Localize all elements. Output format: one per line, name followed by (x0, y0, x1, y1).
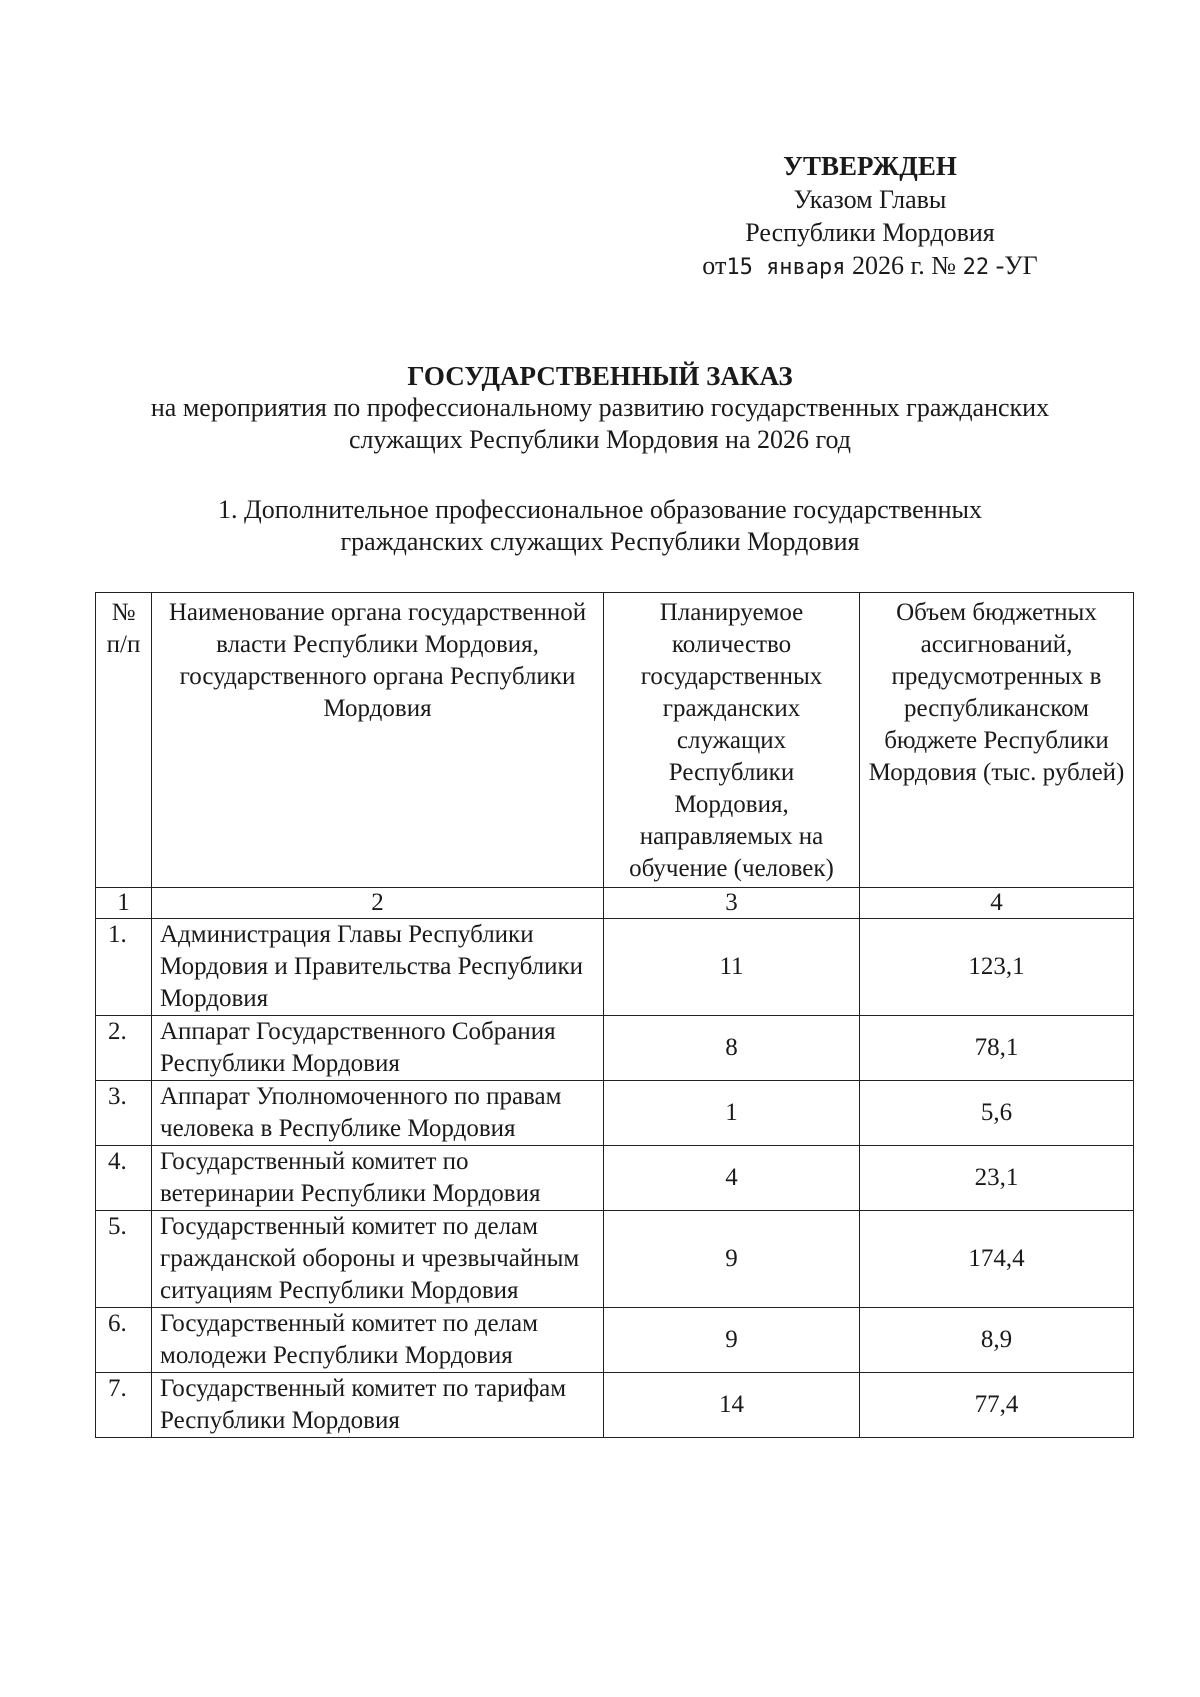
approval-line-2: Республики Мордовия (745, 218, 995, 247)
row-number: 7. (96, 1373, 152, 1438)
table-row (96, 1211, 1134, 1308)
column-number: 2 (152, 888, 604, 919)
row-quantity: 8 (604, 1016, 860, 1081)
row-amount: 77,4 (860, 1373, 1134, 1438)
section-line-2: гражданских служащих Республики Мордовия (340, 527, 860, 556)
table-row (96, 1081, 1134, 1146)
approval-date-line (660, 249, 1080, 284)
column-number: 4 (860, 888, 1134, 919)
approval-number-suffix: -УГ (995, 251, 1038, 280)
row-amount: 23,1 (860, 1146, 1134, 1211)
row-quantity: 9 (604, 1211, 860, 1308)
row-number: 1. (96, 919, 152, 1016)
row-organization: Аппарат Уполномоченного по правам человека в Республике Мордовия (152, 1081, 604, 1146)
row-number: 6. (96, 1308, 152, 1373)
header-quantity: Планируемое количество государственных гражданских служащих Республики Мордовия, направляемых на обучение (человек) (604, 593, 860, 888)
approval-stamp (660, 150, 1080, 284)
approval-line-1: Указом Главы (793, 185, 947, 214)
row-amount: 5,6 (860, 1081, 1134, 1146)
header-amount: Объем бюджетных ассигнований, предусмотренных в республиканском бюджете Республики Мордовия (тыс. рублей) (860, 593, 1134, 888)
header-organization: Наименование органа государственной власти Республики Мордовия, государственного органа Республики Мордовия (152, 593, 604, 888)
row-quantity: 9 (604, 1308, 860, 1373)
approval-date-year: 2026 г. № (852, 251, 957, 280)
row-organization: Государственный комитет по ветеринарии Республики Мордовия (152, 1146, 604, 1211)
row-organization: Аппарат Государственного Собрания Республики Мордовия (152, 1016, 604, 1081)
order-table (95, 592, 1134, 1438)
row-quantity: 14 (604, 1373, 860, 1438)
table-row (96, 1373, 1134, 1438)
row-quantity: 1 (604, 1081, 860, 1146)
row-number: 3. (96, 1081, 152, 1146)
row-number: 5. (96, 1211, 152, 1308)
row-number: 2. (96, 1016, 152, 1081)
row-number: 4. (96, 1146, 152, 1211)
row-amount: 174,4 (860, 1211, 1134, 1308)
title-line-2: служащих Республики Мордовия на 2026 год (349, 425, 851, 454)
table-row (96, 1016, 1134, 1081)
row-organization: Государственный комитет по делам молодежи Республики Мордовия (152, 1308, 604, 1373)
column-number-row (96, 888, 1134, 919)
column-number: 1 (96, 888, 152, 919)
title-main: ГОСУДАРСТВЕННЫЙ ЗАКАЗ (407, 361, 793, 391)
title-line-1: на мероприятия по профессиональному развитию государственных гражданских (150, 393, 1050, 422)
table-row (96, 1308, 1134, 1373)
header-number: № п/п (96, 593, 152, 888)
table-header-row (96, 593, 1134, 888)
row-amount: 78,1 (860, 1016, 1134, 1081)
approval-date-prefix: от (702, 251, 727, 280)
column-number: 3 (604, 888, 860, 919)
row-organization: Администрация Главы Республики Мордовия и Правительства Республики Мордовия (152, 919, 604, 1016)
approval-heading: УТВЕРЖДЕН (783, 151, 957, 181)
row-organization: Государственный комитет по тарифам Республики Мордовия (152, 1373, 604, 1438)
table-row (96, 1146, 1134, 1211)
row-quantity: 11 (604, 919, 860, 1016)
row-amount: 123,1 (860, 919, 1134, 1016)
approval-date-value: 15 января (726, 255, 846, 280)
row-organization: Государственный комитет по делам гражданской обороны и чрезвычайным ситуациям Республики Мордовия (152, 1211, 604, 1308)
approval-number: 22 (962, 255, 990, 280)
table-row (96, 919, 1134, 1016)
section-line-1: 1. Дополнительное профессиональное образование государственных (218, 495, 982, 524)
section-heading (60, 494, 1140, 558)
document-title (60, 360, 1140, 456)
row-quantity: 4 (604, 1146, 860, 1211)
row-amount: 8,9 (860, 1308, 1134, 1373)
